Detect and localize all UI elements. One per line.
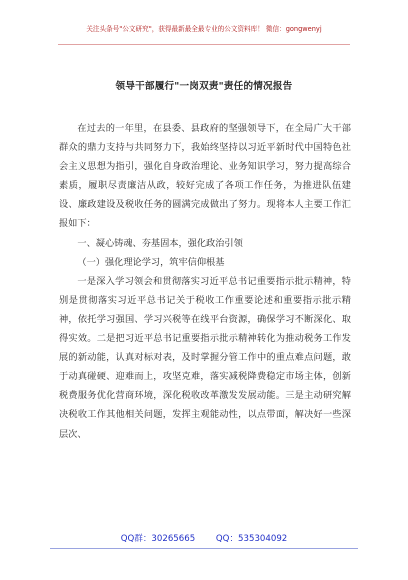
footer-divider bbox=[50, 548, 358, 549]
intro-paragraph: 在过去的一年里，在县委、县政府的坚强领导下，在全局广大干部群众的鼎力支持与共同努力下，我始终坚持以习近平新时代中国特色社会主义思想为指引，强化自身政治理论、业务知识学习，努力提高综合素质，履职尽责廉洁从政，较好完成了各项工作任务，为推进队伍建设、廉政建设及税收任务的圆满完成做出了努力。现将本人主要工作汇报如下： bbox=[59, 123, 351, 230]
subsection-heading: （一）强化理论学习，筑牢信仰根基 bbox=[77, 256, 225, 268]
body-paragraph: 一是深入学习领会和贯彻落实习近平总书记重要指示批示精神，特别是贯彻落实习近平总书记关于税收工作重要论述和重要指示批示精神，依托学习强国、学习兴税等在线平台资源，确保学习不断深化、取得实效。二是把习近平总书记重要指示批示精神转化为推动税务工作发展的新动能，认真对标对表，及时掌握分管工作中的重点难点问题，敢于动真碰硬、迎难而上，攻坚克难，落实减税降费稳定市场主体，创新税费服务优化营商环境，深化税收改革激发发展动能。三是主动研究解决税收工作其他相关问题，发挥主观能动性，以点带面，解决好一些深层次、 bbox=[59, 275, 351, 440]
document-title: 领导干部履行"一岗双责"责任的情况报告 bbox=[115, 81, 293, 92]
header-notice: 关注头条号"公文研究"，获得最新最全最专业的公文资料库！ 微信：gongwenyj bbox=[86, 25, 322, 33]
section-heading: 一、凝心铸魂、夯基固本，强化政治引领 bbox=[77, 237, 243, 249]
footer-contact bbox=[0, 532, 408, 544]
document-body bbox=[59, 119, 351, 444]
footer-qq-group: QQ群：30265665 bbox=[120, 534, 196, 544]
footer-qq-number: QQ：535304092 bbox=[215, 534, 288, 544]
header-divider bbox=[58, 44, 350, 45]
